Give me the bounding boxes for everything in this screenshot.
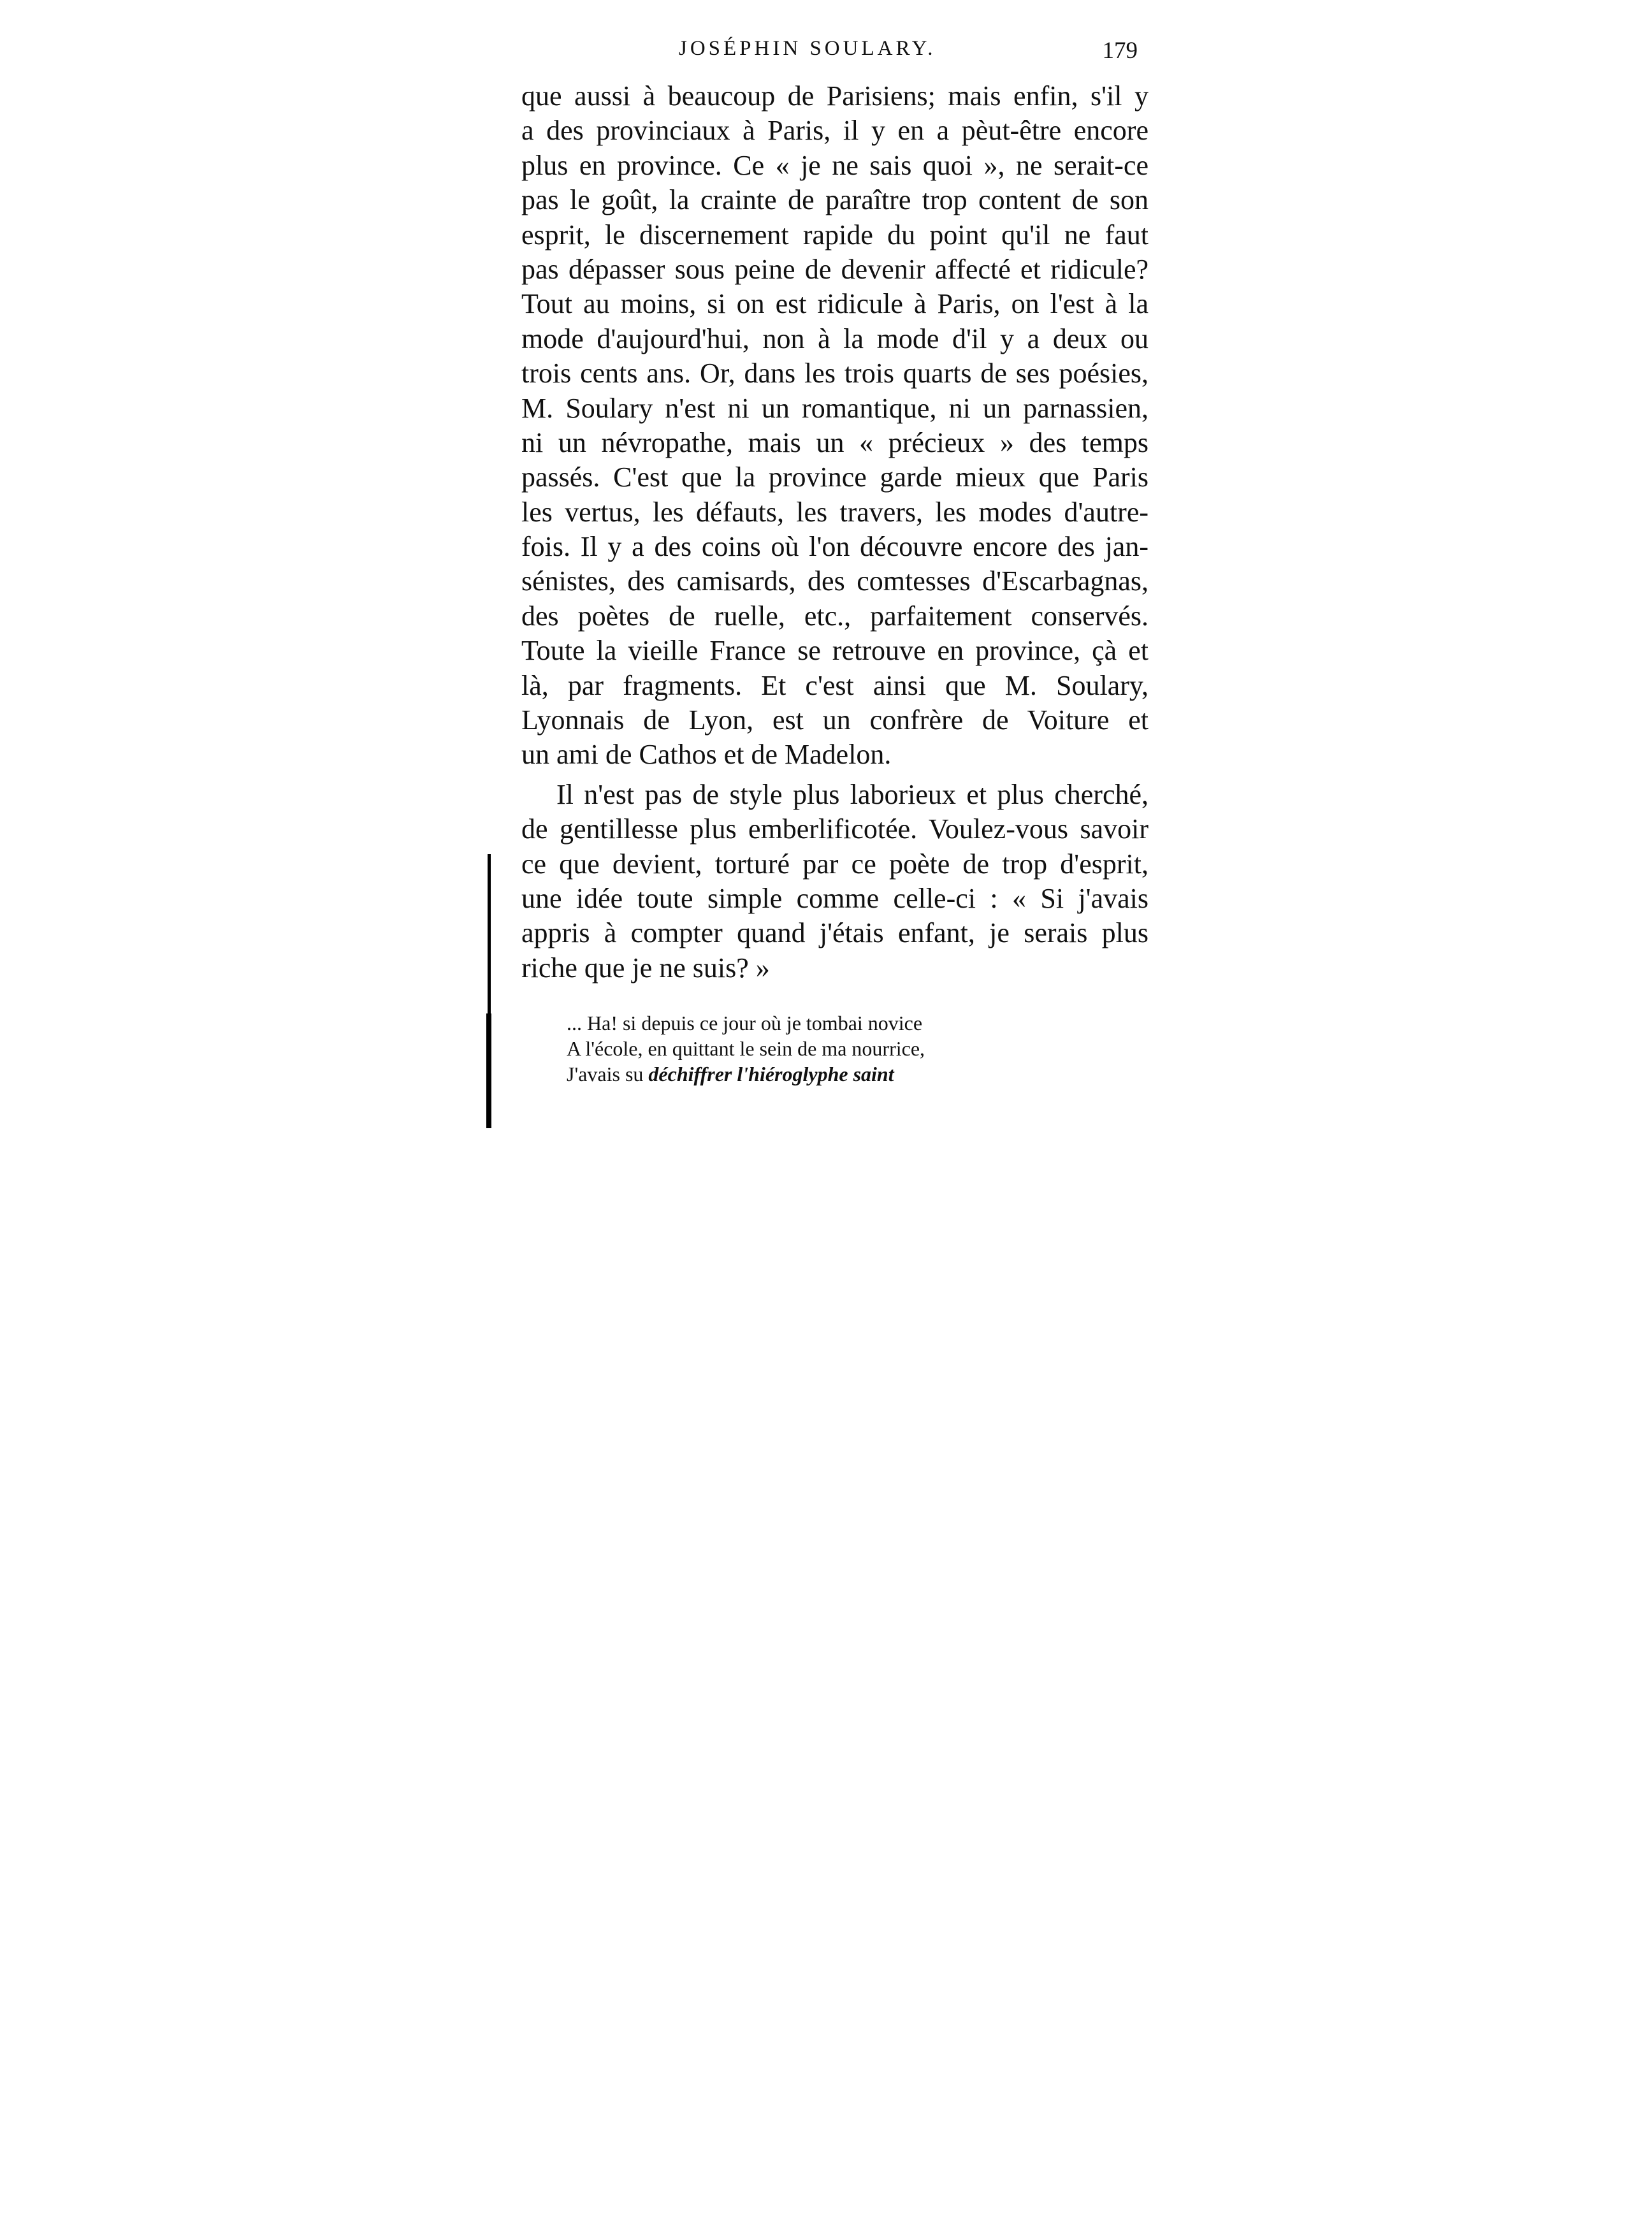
text-line: mode d'aujourd'hui, non à la mode d'il y a deux ou (521, 323, 1148, 354)
page-number: 179 (1102, 38, 1138, 64)
paragraph-1 (521, 79, 1148, 773)
text-line: trois cents ans. Or, dans les trois quarts de ses poésies, (521, 358, 1148, 389)
text-line: fois. Il y a des coins où l'on découvre encore des jan- (521, 531, 1148, 563)
text-line: esprit, le discernement rapide du point qu'il ne faut (521, 219, 1148, 250)
paragraph-gap (521, 773, 1148, 778)
text-line: de gentillesse plus emberlificotée. Voulez-vous savoir (521, 813, 1148, 845)
text-line: ni un névropathe, mais un « précieux » des temps (521, 426, 1148, 458)
text-line: a des provinciaux à Paris, il y en a pèut-être encore (521, 115, 1148, 147)
text-line: sénistes, des camisards, des comtesses d'Escarbagnas, (521, 565, 1148, 597)
text-line: des poètes de ruelle, etc., parfaitement conservés. (521, 600, 1148, 632)
margin-rule-thick (486, 1013, 491, 1128)
verse-text: J'avais su (567, 1063, 649, 1085)
verse-quote (567, 1010, 925, 1087)
text-line: Lyonnais de Lyon, est un confrère de Voiture et (521, 704, 1148, 736)
text-line: M. Soulary n'est ni un romantique, ni un parnassien, (521, 392, 1148, 424)
body-text (521, 79, 1148, 985)
verse-line (567, 1061, 925, 1087)
verse-line: A l'école, en quittant le sein de ma nourrice, (567, 1037, 925, 1060)
verse-emphasis: déchiffrer l'hiéroglyphe saint (648, 1063, 894, 1085)
text-line: pas dépasser sous peine de devenir affecté et ridicule? (521, 253, 1148, 285)
running-title: JOSÉPHIN SOULARY. (679, 37, 936, 60)
text-line: passés. C'est que la province garde mieux que Paris (521, 461, 1148, 493)
text-line: Il n'est pas de style plus laborieux et plus cherché, (556, 778, 1148, 810)
page-header (513, 37, 1160, 75)
verse-line: ... Ha! si depuis ce jour où je tombai novice (567, 1012, 923, 1035)
text-line: que aussi à beaucoup de Parisiens; mais enfin, s'il y (521, 80, 1148, 112)
text-line: une idée toute simple comme celle-ci : « Si j'avais (521, 882, 1148, 914)
text-line: appris à compter quand j'étais enfant, je serais plus (521, 917, 1148, 949)
text-line: Toute la vieille France se retrouve en province, çà et (521, 635, 1148, 667)
text-line: ce que devient, torturé par ce poète de trop d'esprit, (521, 848, 1148, 880)
text-line: un ami de Cathos et de Madelon. (521, 739, 892, 771)
text-line: riche que je ne suis? » (521, 952, 770, 984)
paragraph-2 (521, 778, 1148, 985)
text-line: pas le goût, la crainte de paraître trop content de son (521, 184, 1148, 216)
text-line: là, par fragments. Et c'est ainsi que M. Soulary, (521, 669, 1148, 701)
text-line: les vertus, les défauts, les travers, les modes d'autre- (521, 496, 1148, 528)
text-line: plus en province. Ce « je ne sais quoi », ne serait-ce (521, 149, 1148, 181)
text-line: Tout au moins, si on est ridicule à Paris, on l'est à la (521, 288, 1148, 320)
